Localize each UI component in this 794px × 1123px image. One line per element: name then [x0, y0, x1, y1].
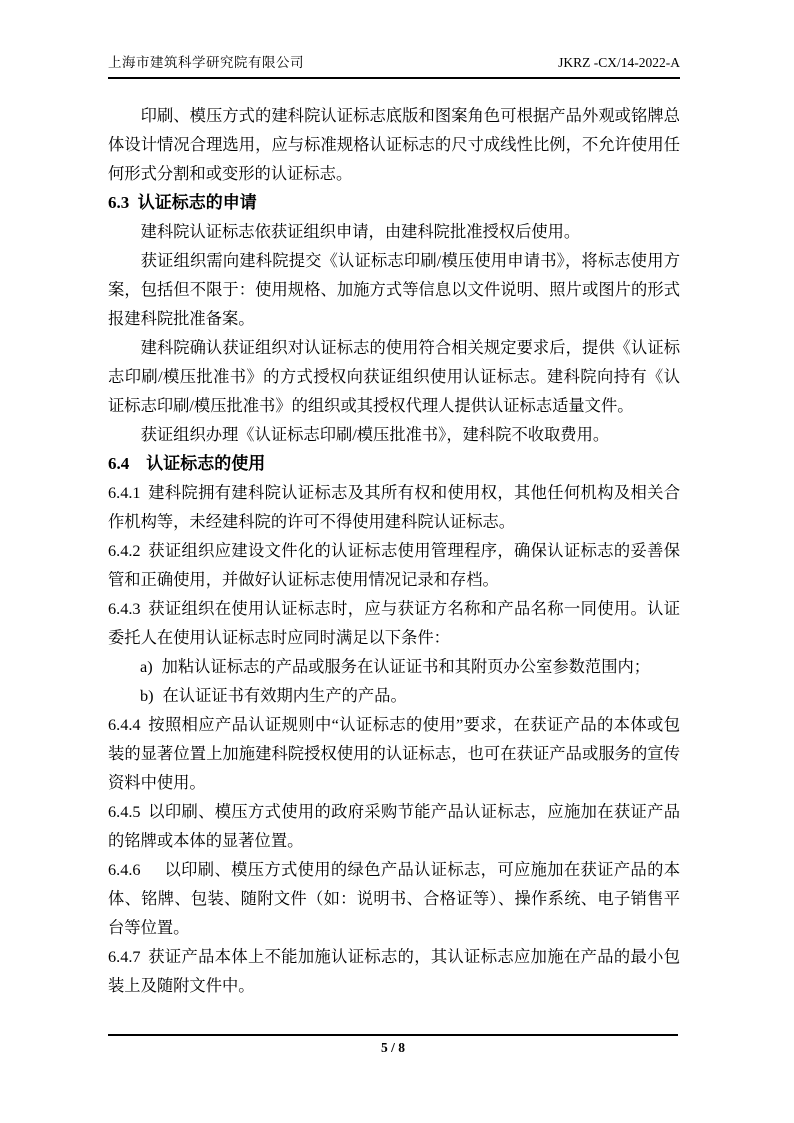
page-header	[108, 52, 680, 79]
document-number: JKRZ -CX/14-2022-A	[558, 55, 680, 70]
paragraph-6-3-4: 获证组织办理《认证标志印刷/模压批准书》，建科院不收取费用。	[140, 425, 610, 444]
clause-6-4-6	[108, 855, 680, 942]
clause-number: 6.4.2	[108, 541, 141, 560]
clause-6-4-1	[108, 478, 680, 536]
clause-number: 6.4.1	[108, 483, 141, 502]
clause-number: 6.4.6	[108, 860, 141, 879]
clause-6-4-3	[108, 594, 680, 652]
clause-text: 按照相应产品认证规则中“认证标志的使用”要求，在获证产品的本体或包装的显著位置上加施建科院授权使用的认证标志，也可在获证产品或服务的宣传资料中使用。	[108, 715, 680, 792]
subitem-a	[108, 652, 680, 681]
paragraph-6-3-2: 获证组织需向建科院提交《认证标志印刷/模压使用申请书》，将标志使用方案，包括但不限于：使用规格、加施方式等信息以文件说明、照片或图片的形式报建科院批准备案。	[108, 251, 680, 328]
clause-6-4-7	[108, 942, 680, 1000]
subitem-label: a)	[140, 657, 153, 676]
clause-6-4-4	[108, 710, 680, 797]
subitem-text: 在认证证书有效期内生产的产品。	[162, 686, 407, 705]
section-heading-6-3: 6.3 认证标志的申请	[108, 193, 257, 212]
company-name: 上海市建筑科学研究院有限公司	[108, 55, 304, 70]
clause-number: 6.4.7	[108, 947, 141, 966]
clause-text: 获证组织在使用认证标志时，应与获证方名称和产品名称一同使用。认证委托人在使用认证标志时应同时满足以下条件：	[108, 599, 680, 647]
intro-paragraph: 印刷、模压方式的建科院认证标志底版和图案角色可根据产品外观或铭牌总体设计情况合理选用，应与标准规格认证标志的尺寸成线性比例，不允许使用任何形式分割和或变形的认证标志。	[108, 106, 680, 183]
clause-number: 6.4.5	[108, 802, 141, 821]
subitem-b	[108, 681, 680, 710]
paragraph-6-3-1: 建科院认证标志依获证组织申请，由建科院批准授权后使用。	[140, 222, 581, 241]
subitem-label: b)	[140, 686, 154, 705]
clause-text: 以印刷、模压方式使用的绿色产品认证标志，可应施加在获证产品的本体、铭牌、包装、随附文件（如：说明书、合格证等）、操作系统、电子销售平台等位置。	[108, 860, 680, 937]
clause-number: 6.4.3	[108, 599, 141, 618]
clause-text: 以印刷、模压方式使用的政府采购节能产品认证标志，应施加在获证产品的铭牌或本体的显著位置。	[108, 802, 680, 850]
clause-6-4-5	[108, 797, 680, 855]
clause-text: 获证产品本体上不能加施认证标志的，其认证标志应加施在产品的最小包装上及随附文件中。	[108, 947, 680, 995]
clause-text: 获证组织应建设文件化的认证标志使用管理程序，确保认证标志的妥善保管和正确使用，并做好认证标志使用情况记录和存档。	[108, 541, 680, 589]
footer-divider	[108, 1034, 678, 1036]
section-heading-6-4: 6.4 认证标志的使用	[108, 454, 266, 473]
subitem-text: 加粘认证标志的产品或服务在认证证书和其附页办公室参数范围内；	[161, 657, 651, 676]
clause-6-4-2	[108, 536, 680, 594]
clause-text: 建科院拥有建科院认证标志及其所有权和使用权，其他任何机构及相关合作机构等，未经建科院的许可不得使用建科院认证标志。	[108, 483, 680, 531]
clause-number: 6.4.4	[108, 715, 141, 734]
document-body	[108, 101, 680, 1000]
page-number: 5 / 8	[380, 1040, 405, 1055]
paragraph-6-3-3: 建科院确认获证组织对认证标志的使用符合相关规定要求后，提供《认证标志印刷/模压批准书》的方式授权向获证组织使用认证标志。建科院向持有《认证标志印刷/模压批准书》的组织或其授权代理人提供认证标志适量文件。	[108, 338, 680, 415]
